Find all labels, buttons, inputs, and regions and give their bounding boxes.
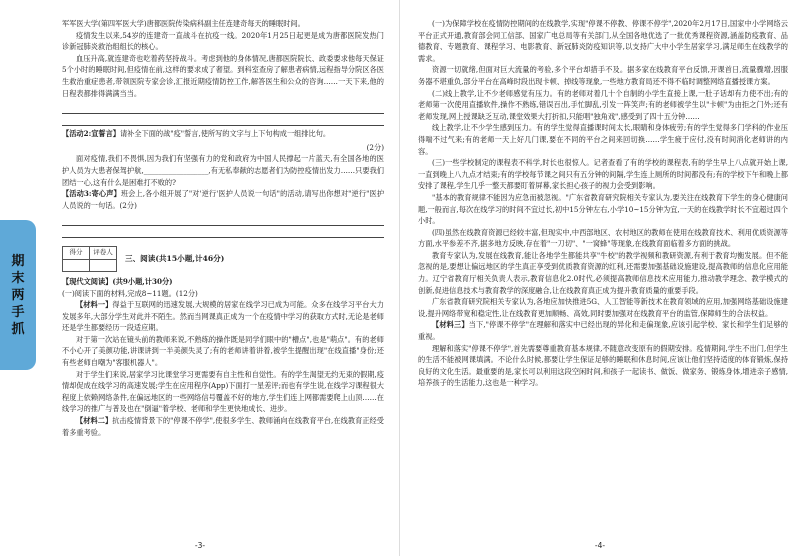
activity-2-label: 【活动2:宣誓言】 [62,129,120,139]
paragraph: "基本的教育规律不能因为应急而被忽视。"广东省教育研究院相关专家认为,要关注在线教育下学生的身心健康问题,一般而言,每次在线学习的时间不宜过长,初中15分钟左右,小学10~15分钟为宜,一天的在线教学时长不宜超过四个小时。 [418,192,788,226]
paragraph: (四)虽然在线教育资源已经较丰富,但现实中,中西部地区、农村地区的教师在使用在线教育技术、利用优质资源等方面,水平参差不齐,据多地方反映,存在着"一刀切"、"一窝蜂"等现象,在线教育面临着多方面的挑战。 [418,227,788,249]
activity-3-text: 班会上,各小组开展了"对'逆行'医护人员说一句话"的活动,请写出你想对"逆行"医护人员说的一句话。(2分) [62,189,385,210]
paragraph: (三)一些学校制定的课程表不科学,时长也很惊人。记者查看了有的学校的课程表,有的学生早上八点就开始上课,一直到晚上八九点才结束;有的学校每节课之间只有五分钟的间隔,学生连上厕所的时间都没有;有的学校下午和晚上都安排了课程,学生几乎一整天都要盯着屏幕,家长担心孩子的视力会受到影响。 [418,158,788,191]
side-tab [0,220,36,370]
side-tab-char: 手 [11,304,25,320]
paragraph: (一)为保障学校在疫情防控期间的在线教学,实现"停课不停教、停课不停学",2020年2月17日,国家中小学网络云平台正式开通,教育部会同工信部、国家广电总局等有关部门,从全国各地优选了一批优秀课程资源,涵盖防疫教育、品德教育、专题教育、课程学习、电影教育、新冠肺炎防疫知识等,以支持广大中小学生居家学习,满足师生在线教学的需求。 [418,19,788,63]
activity-2 [62,128,384,140]
right-page [400,0,800,556]
section-title: 三、阅读(共15小题,计46分) [125,254,225,264]
page-number: -3- [194,541,206,550]
score-box [62,246,384,272]
score-cell-label: 得分 [63,247,90,260]
answer-lines[interactable] [62,214,384,238]
material-2-text: 抗击疫情背景下的"停课不停学",使很多学生、教师涌向在线教育平台,在线教育正经受着多重考验。 [62,416,384,437]
paragraph: 军军医大学(第四军医大学)唐都医院传染病科副主任连建奇每天的睡眠时间。 [62,19,305,28]
material-1-label: 【材料一】 [76,300,113,310]
material-3 [418,319,788,342]
grader-cell-label: 评卷人 [90,247,117,260]
paragraph: 对于第一次站在镜头前的教师来说,不熟练的操作既是同学们眼中的"槽点",也是"萌点"。有的老师不小心开了美颜功能,讲课讲到一半美颜失灵了;有的老师讲着讲着,被学生提醒出现"在线直播"身份;还有些老师自嘲为"客服机器人"。 [62,334,384,368]
activity-3-label: 【活动3:寄心声】 [62,189,121,199]
side-tab-char: 抓 [11,321,25,337]
material-3-label: 【材料三】 [432,320,469,330]
material-1-text: 得益于互联网的迅速发展,大规模的居家在线学习已成为可能。众多在线学习平台大力发展多年,大部分学生对此并不陌生。然而当网课真正成为一个在疫情中学习的获取方式时,无论是老师还是学生都要经历一段适应期。 [62,300,384,333]
answer-line[interactable] [62,114,384,126]
answer-lines[interactable] [62,102,384,126]
oath-text: 面对疫情,我们不畏惧,因为我们有坚强有力的党和政府为中国人民撑起一片蓝天,有全国各地的医护人员为大患者保驾护航,__________________,有无私奉献的志愿者们为防控疫情出发力……只要我们团结一心,这有什么是困难打不败的? [62,154,384,187]
activity-2-score: (2分) [366,142,384,152]
answer-line[interactable] [62,214,384,226]
paragraph: 线上教学,让不少学生感到压力。有的学生觉得直播课时间太长,眼睛和身体疲劳;有的学生觉得多门学科的作业压得喘不过气来;有的老师一天上好几门课,要在不同的平台之间来回切换……学生疲于应付,没有时间消化老师讲的内容。 [418,123,788,156]
grader-cell[interactable] [90,259,117,271]
paragraph: 教育专家认为,发展在线教育,能让各地学生都能共享"牛校"的教学视频和教研资源,有利于教育均衡发展。但不能忽视的是,要想让偏远地区的学生真正享受到优质教育资源的红利,还需要加强基础设施建设,提高教师的信息化应用能力。辽宁省教育厅相关负责人表示,教育信息化2.0时代,必须提高教师信息技术应用能力,推动教学理念、教学模式的创新,促进信息技术与教育教学的深度融合,让在线教育真正成为提升教育质量的重要手段。 [418,250,788,295]
paragraph: 广东省教育研究院相关专家认为,各地应加快推进5G、人工智能等新技术在教育领域的应用,加强网络基础设施建设,提升网络带宽和稳定性,让在线教育更加顺畅、高效,同时要加强对在线教育平台的监管,保障师生的合法权益。 [418,297,788,318]
material-1 [62,299,384,334]
answer-line[interactable] [62,102,384,114]
score-table [62,246,117,272]
activity-3 [62,188,384,211]
paragraph: 资源一切就绪,但面对巨大流量的考验,多个平台却措手不及。据多家在线教育平台反馈,开课首日,流量骤增,因服务器不堪重负,部分平台在高峰时段出现卡顿、掉线等现象,一些地方教育局还不得不临时调整网络直播授课方案。 [418,65,788,86]
paragraph: (二)线上教学,让不少老师感觉有压力。有的老师对着几十个自制的小学生直接上课,一肚子话却有力使不出;有的老师第一次使用直播软件,操作不熟练,错误百出,手忙脚乱,引发一阵笑声;有的老师被学生以"卡顿"为由拒之门外;还有老师发现,网上授课缺乏互动,课堂效果大打折扣,只能唱"独角戏",感受到了四十五分钟…… [418,88,788,121]
modern-reading-title: 【现代文阅读】(共9小题,计30分) [62,276,173,286]
page-number: -4- [594,541,606,550]
sub-title: (一)阅读下面的材料,完成8~11题。(12分) [62,288,198,298]
side-tab-char: 两 [11,287,25,303]
left-column [62,18,384,438]
material-3-text: 当下,"停课不停学"在理解和落实中已经出现的异化和走偏现象,应该引起学校、家长和学生们足够的重视。 [418,320,788,342]
side-tab-char: 期 [11,253,25,269]
paragraph: 血压升高,就连建奇也吃着药坚持战斗。考虑到他的身体情况,唐都医院院长、政委要求他每天保证5个小时的睡眠时间,但疫情在前,这样的要求成了奢望。到科室查房了解患者病情,远程指导分院区各医生救治重症患者,带领医院专家会诊,汇报近期疫情防控工作,解答医生和公众的咨询……一天下来,他的日程表都排得满满当当。 [62,53,384,98]
side-tab-char: 末 [11,270,25,286]
paragraph: 疫情发生以来,54岁的连建奇一直战斗在抗疫一线。2020年1月25日起更是成为唐都医院发热门诊新冠肺炎救治组组长的核心。 [62,30,384,52]
right-column [418,18,788,389]
material-2-label: 【材料二】 [76,416,113,426]
paragraph: 对于学生们来说,居家学习比课堂学习更需要有自主性和自觉性。有的学生渴望无约无束的假期,疫情却促成在线学习的高速发展;学生在应用程序(App)下面打一星差评;而也有学生说,在线学习课程很大程度上依赖网络条件,在偏远地区的一些网络信号覆盖不好的地方,学生们连上网都需要爬上山顶……在线学习的推广与普及也在"倒逼"着学校、老师和学生更快地成长、进步。 [62,369,384,414]
activity-2-text: 请补全下面的战"疫"誓言,使所写的文字与上下句构成一组排比句。 [119,129,331,139]
answer-line[interactable] [62,226,384,238]
material-2 [62,415,384,438]
score-cell[interactable] [63,259,90,271]
paragraph: 理解和落实"停课不停学",首先需要尊重教育基本规律,不随意改变原有的假期安排。疫情期间,学生不出门,但学生的生活不能被网课填满。不论什么时候,都要让学生保证足够的睡眠和休息时间,应该让他们坚持适度的体育锻炼,保持良好的文化生活。最重要的是,家长可以利用这段空闲时间,和孩子一起读书、做饭、做家务、锻炼身体,增进亲子感情,培养孩子的生活能力,这也是一种学习。 [418,343,788,388]
